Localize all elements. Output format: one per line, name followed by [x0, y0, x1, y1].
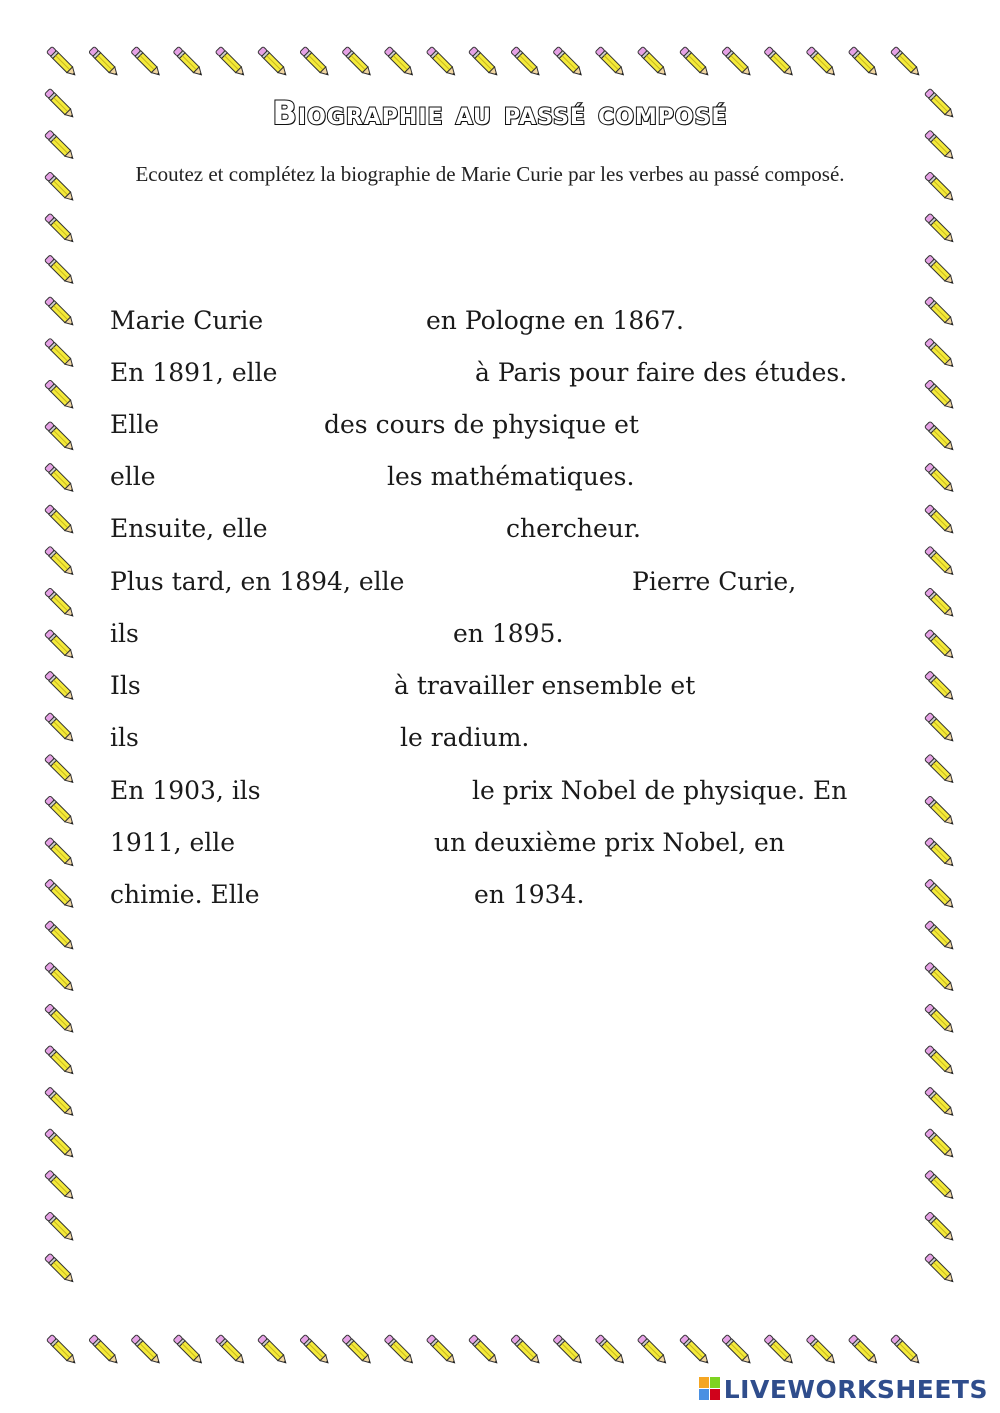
pencil-icon [44, 421, 76, 453]
pencil-icon [924, 837, 956, 869]
pencil-icon [426, 1334, 458, 1366]
line-text-after: en 1895. [453, 619, 564, 648]
pencil-icon [46, 1334, 78, 1366]
pencil-icon [924, 712, 956, 744]
line-text-after: le prix Nobel de physique. En [472, 776, 848, 805]
line-text-before: chimie. Elle [110, 880, 260, 909]
pencil-icon [44, 1170, 76, 1202]
pencil-icon [44, 1253, 76, 1285]
pencil-icon [924, 588, 956, 620]
pencil-icon [173, 46, 205, 78]
pencil-icon [924, 1170, 956, 1202]
pencil-icon [44, 546, 76, 578]
line-text-after: en 1934. [474, 880, 585, 909]
brand-text: LIVEWORKSHEETS [723, 1375, 988, 1404]
pencil-icon [44, 671, 76, 703]
pencil-icon [924, 1045, 956, 1077]
pencil-icon [131, 46, 163, 78]
line-text-before: elle [110, 462, 156, 491]
pencil-icon [848, 1334, 880, 1366]
pencil-icon [257, 1334, 289, 1366]
pencil-icon [924, 1087, 956, 1119]
line-text-before: ils [110, 619, 139, 648]
pencil-icon [924, 671, 956, 703]
pencil-icon [342, 1334, 374, 1366]
pencil-icon [468, 46, 500, 78]
line-text-after: chercheur. [506, 514, 641, 543]
pencil-icon [173, 1334, 205, 1366]
pencil-icon [924, 1128, 956, 1160]
pencil-icon [44, 130, 76, 162]
pencil-icon [924, 1004, 956, 1036]
pencil-icon [342, 46, 374, 78]
pencil-icon [46, 46, 78, 78]
pencil-icon [44, 1128, 76, 1160]
pencil-icon [44, 1004, 76, 1036]
line-text-after: en Pologne en 1867. [426, 306, 685, 335]
pencil-icon [924, 1212, 956, 1244]
pencil-icon [44, 213, 76, 245]
instructions: Ecoutez et complétez la biographie de Marie Curie par les verbes au passé composé. [135, 162, 845, 186]
pencil-icon [44, 920, 76, 952]
pencil-icon [595, 1334, 627, 1366]
pencil-icon [764, 46, 796, 78]
pencil-icon [426, 46, 458, 78]
pencil-icon [924, 296, 956, 328]
pencil-icon [44, 463, 76, 495]
pencil-icon [44, 380, 76, 412]
pencil-icon [595, 46, 627, 78]
pencil-icon [764, 1334, 796, 1366]
line-text-before: 1911, elle [110, 828, 236, 857]
line-text-after: à travailler ensemble et [394, 671, 696, 700]
pencil-icon [924, 504, 956, 536]
pencil-icon [384, 46, 416, 78]
pencil-icon [44, 629, 76, 661]
pencil-icon [924, 130, 956, 162]
pencil-icon [637, 46, 669, 78]
pencil-icon [924, 920, 956, 952]
pencil-icon [924, 796, 956, 828]
pencil-icon [679, 1334, 711, 1366]
pencil-icon [300, 46, 332, 78]
pencil-icon [924, 962, 956, 994]
pencil-icon [131, 1334, 163, 1366]
pencil-icon [924, 754, 956, 786]
pencil-icon [44, 338, 76, 370]
line-text-after: le radium. [400, 723, 530, 752]
line-text-before: Marie Curie [110, 306, 264, 335]
pencil-icon [553, 1334, 585, 1366]
pencil-icon [806, 46, 838, 78]
pencil-icon [44, 1087, 76, 1119]
pencil-icon [679, 46, 711, 78]
pencil-icon [924, 213, 956, 245]
pencil-icon [924, 421, 956, 453]
pencil-icon [924, 380, 956, 412]
pencil-icon [806, 1334, 838, 1366]
pencil-icon [924, 1253, 956, 1285]
pencil-icon [44, 1212, 76, 1244]
liveworksheets-brand [699, 1375, 988, 1405]
pencil-icon [924, 546, 956, 578]
line-text-after: des cours de physique et [324, 410, 639, 439]
page-title: Biographie au passé composé [272, 94, 728, 132]
pencil-icon [44, 754, 76, 786]
pencil-icon [722, 46, 754, 78]
line-text-before: Plus tard, en 1894, elle [110, 567, 405, 596]
line-text-before: Elle [110, 410, 160, 439]
pencil-icon [511, 1334, 543, 1366]
pencil-icon [890, 46, 922, 78]
line-text-before: ils [110, 723, 139, 752]
line-text-after: à Paris pour faire des études. [475, 358, 848, 387]
pencil-icon [215, 46, 247, 78]
pencil-icon [44, 296, 76, 328]
pencil-icon [300, 1334, 332, 1366]
pencil-icon [924, 463, 956, 495]
pencil-icon [44, 962, 76, 994]
line-text-before: En 1903, ils [110, 776, 261, 805]
pencil-icon [722, 1334, 754, 1366]
pencil-icon [924, 629, 956, 661]
pencil-icon [89, 1334, 121, 1366]
pencil-icon [44, 255, 76, 287]
line-text-after: les mathématiques. [387, 462, 635, 491]
pencil-icon [890, 1334, 922, 1366]
pencil-icon [44, 796, 76, 828]
line-text-after: un deuxième prix Nobel, en [434, 828, 785, 857]
pencil-icon [215, 1334, 247, 1366]
line-text-after: Pierre Curie, [632, 567, 797, 596]
line-text-before: En 1891, elle [110, 358, 278, 387]
line-text-before: Ensuite, elle [110, 514, 268, 543]
pencil-icon [44, 837, 76, 869]
pencil-icon [257, 46, 289, 78]
line-text-before: Ils [110, 671, 141, 700]
liveworksheets-logo-icon [699, 1377, 721, 1401]
pencil-icon [924, 255, 956, 287]
pencil-icon [924, 338, 956, 370]
pencil-icon [924, 879, 956, 911]
pencil-icon [848, 46, 880, 78]
pencil-icon [89, 46, 121, 78]
pencil-icon [44, 712, 76, 744]
pencil-icon [468, 1334, 500, 1366]
pencil-icon [44, 1045, 76, 1077]
pencil-icon [637, 1334, 669, 1366]
pencil-icon [44, 588, 76, 620]
pencil-icon [44, 879, 76, 911]
pencil-icon [511, 46, 543, 78]
pencil-icon [553, 46, 585, 78]
pencil-icon [384, 1334, 416, 1366]
pencil-icon [44, 504, 76, 536]
